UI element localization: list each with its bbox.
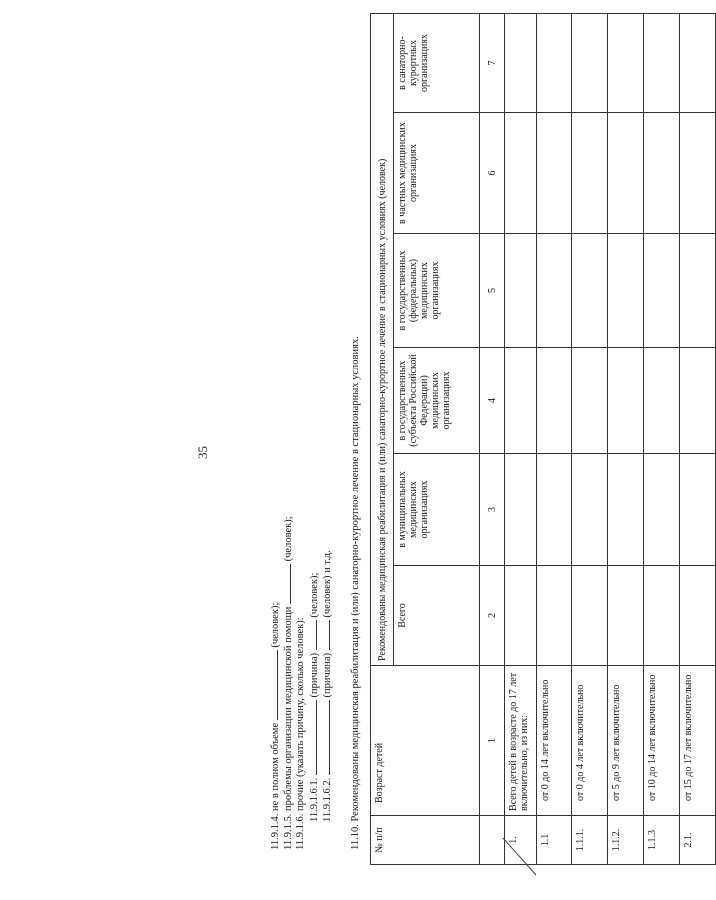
page-number: 35 bbox=[195, 446, 210, 459]
col-number: 7 bbox=[480, 14, 505, 113]
header-num: № п/п bbox=[371, 816, 480, 865]
col-number: 2 bbox=[480, 566, 505, 666]
row-num: 1.1 bbox=[537, 816, 572, 865]
row-label: от 15 до 17 лет включительно bbox=[680, 666, 716, 816]
table-row bbox=[608, 14, 644, 865]
subheader-total: Всего bbox=[394, 566, 480, 666]
row-num: 1.1.3 bbox=[644, 816, 680, 865]
subheader-federal: в государственных (федеральных) медицинских организациях bbox=[394, 234, 480, 348]
subheader-sanatorium: в санаторно-курортных организациях bbox=[394, 14, 480, 113]
col-number: 6 bbox=[480, 113, 505, 234]
row-label: Всего детей в возрасте до 17 лет включительно, из них: bbox=[505, 666, 537, 816]
text-line-11-9-1-4: 11.9.1.4. не в полном объеме (человек); bbox=[270, 602, 281, 850]
table-row bbox=[537, 14, 572, 865]
col-number: 4 bbox=[480, 348, 505, 454]
text-line-11-9-1-6: 11.9.1.6. прочие (указать причину, сколько человек): bbox=[295, 617, 306, 850]
row-label: от 0 до 14 лет включительно bbox=[537, 666, 572, 816]
row-label: от 0 до 4 лет включительно bbox=[572, 666, 608, 816]
text-line-11-9-1-6-2: 11.9.1.6.2. (причина) (человек) и т.д. bbox=[322, 550, 333, 822]
col-number: 1 bbox=[480, 666, 505, 816]
text-line-11-9-1-5: 11.9.1.5. проблемы организации медицинской помощи (человек); bbox=[283, 516, 294, 850]
row-num: 1.1.1. bbox=[572, 816, 608, 865]
column-numbers-row bbox=[480, 14, 505, 865]
section-title: 11.10. Рекомендованы медицинская реабилитация и (или) санаторно-курортное лечение в стационарных условиях. bbox=[350, 336, 361, 850]
header-group: Рекомендованы медицинская реабилитация и (или) санаторно-курортное лечение в стационарных условиях (человек) bbox=[371, 14, 394, 666]
text-line-11-9-1-6-1: 11.9.1.6.1. (причина) (человек); bbox=[309, 572, 320, 822]
subheader-regional: в государственных (субъекта Российской Федерации) медицинских организациях bbox=[394, 348, 480, 454]
col-number: 5 bbox=[480, 234, 505, 348]
row-num: 2.1. bbox=[680, 816, 716, 865]
rehab-table bbox=[370, 13, 716, 865]
pen-stroke-mark bbox=[500, 835, 540, 880]
table-row bbox=[572, 14, 608, 865]
row-num: 1.1.2. bbox=[608, 816, 644, 865]
row-label: от 10 до 14 лет включительно bbox=[644, 666, 680, 816]
row-num: 1. bbox=[505, 816, 537, 865]
col-number: 3 bbox=[480, 454, 505, 566]
table-row bbox=[644, 14, 680, 865]
row-label: от 5 до 9 лет включительно bbox=[608, 666, 644, 816]
subheader-private: в частных медицинских организациях bbox=[394, 113, 480, 234]
subheader-municipal: в муниципальных медицинских организациях bbox=[394, 454, 480, 566]
table-row bbox=[505, 14, 537, 865]
table-row bbox=[680, 14, 716, 865]
header-age: Возраст детей bbox=[371, 666, 480, 816]
